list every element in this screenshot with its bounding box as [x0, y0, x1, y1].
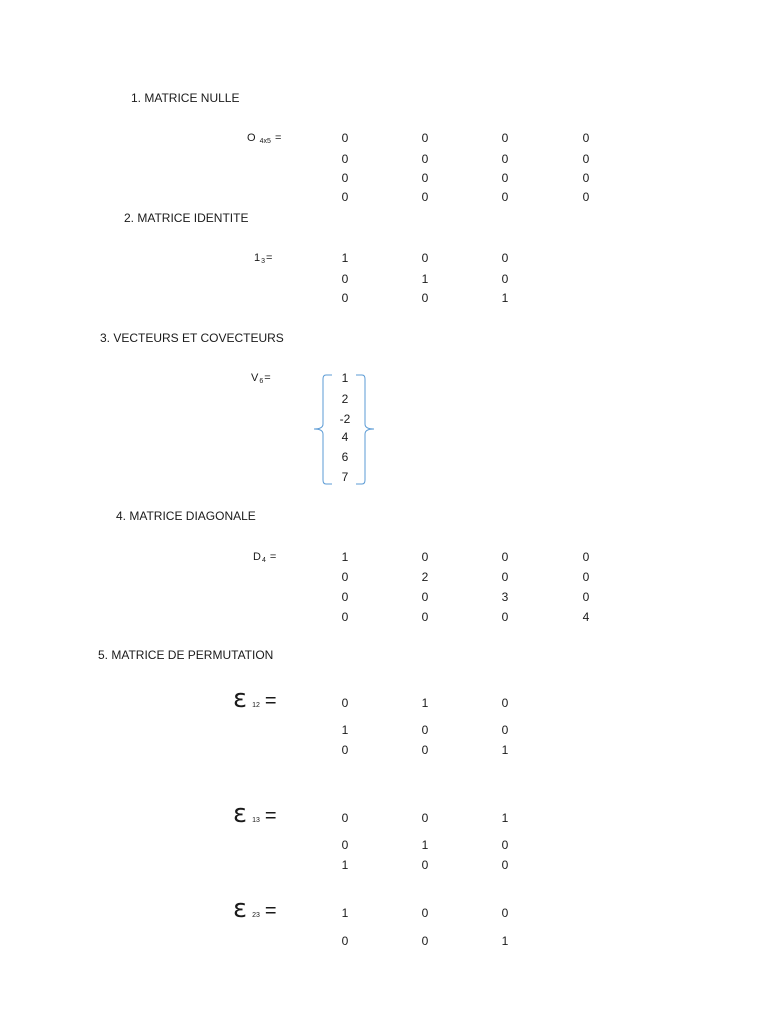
cell-nulle-r1c4: 0: [582, 131, 590, 145]
cell-diagonale-r2c1: 0: [341, 570, 349, 584]
matrix-subscript: 3: [261, 258, 266, 265]
cell-perm23-r1c1: 1: [341, 906, 349, 920]
cell-diagonale-r2c2: 2: [421, 570, 429, 584]
vector-entry-2: 2: [341, 392, 349, 406]
vector-entry-1: 1: [341, 371, 349, 385]
cell-perm23-r2c1: 0: [341, 934, 349, 948]
cell-identite-r1c1: 1: [341, 251, 349, 265]
section-heading-vecteurs: 3. VECTEURS ET COVECTEURS: [100, 331, 284, 345]
cell-nulle-r3c3: 0: [501, 171, 509, 185]
cell-diagonale-r1c1: 1: [341, 550, 349, 564]
cell-nulle-r4c2: 0: [421, 190, 429, 204]
cell-perm13-r1c2: 0: [421, 811, 429, 825]
cell-identite-r1c2: 0: [421, 251, 429, 265]
vector-entry-4: 4: [341, 430, 349, 444]
cell-perm12-r2c2: 0: [421, 723, 429, 737]
cell-diagonale-r4c1: 0: [341, 610, 349, 624]
permutation-subscript: 23: [252, 912, 260, 919]
matrix-subscript: 4: [261, 557, 266, 564]
vector-label: [251, 372, 271, 385]
cell-perm23-r1c2: 0: [421, 906, 429, 920]
cell-nulle-r2c2: 0: [421, 152, 429, 166]
cell-perm13-r3c2: 0: [421, 858, 429, 872]
right-brace: [356, 375, 374, 484]
matrix-symbol: D: [253, 551, 261, 563]
left-brace: [314, 375, 332, 484]
cell-diagonale-r1c2: 0: [421, 550, 429, 564]
permutation-label-13: [233, 799, 277, 829]
equals-sign: =: [266, 252, 273, 264]
equals-sign: =: [274, 132, 282, 144]
matrix-subscript: 4x5: [259, 138, 271, 145]
matrix-label-nulle: [247, 132, 281, 145]
permutation-subscript: 13: [252, 817, 260, 824]
cell-nulle-r1c1: 0: [341, 131, 349, 145]
section-heading-diagonale: 4. MATRICE DIAGONALE: [116, 509, 256, 523]
cell-nulle-r4c4: 0: [582, 190, 590, 204]
permutation-label-23: [233, 894, 277, 924]
cell-perm12-r1c3: 0: [501, 696, 509, 710]
cell-perm12-r2c3: 0: [501, 723, 509, 737]
vector-subscript: 6: [259, 378, 264, 385]
cell-nulle-r1c3: 0: [501, 131, 509, 145]
equals-sign: =: [269, 551, 277, 563]
cell-identite-r2c2: 1: [421, 272, 429, 286]
permutation-label-12: [233, 684, 277, 714]
cell-perm12-r1c1: 0: [341, 696, 349, 710]
cell-nulle-r4c1: 0: [341, 190, 349, 204]
section-heading-permutation: 5. MATRICE DE PERMUTATION: [98, 648, 274, 662]
cell-nulle-r1c2: 0: [421, 131, 429, 145]
cell-diagonale-r2c4: 0: [582, 570, 590, 584]
cell-diagonale-r3c1: 0: [341, 590, 349, 604]
cell-diagonale-r1c4: 0: [582, 550, 590, 564]
cell-diagonale-r3c2: 0: [421, 590, 429, 604]
section-heading-nulle: 1. MATRICE NULLE: [131, 91, 240, 105]
cell-diagonale-r3c3: 3: [501, 590, 509, 604]
cell-perm12-r3c2: 0: [421, 743, 429, 757]
cell-identite-r2c3: 0: [501, 272, 509, 286]
cell-perm12-r3c1: 0: [341, 743, 349, 757]
epsilon-symbol: ɛ: [233, 799, 248, 829]
equals-sign: =: [264, 900, 277, 922]
cell-nulle-r3c1: 0: [341, 171, 349, 185]
equals-sign: =: [264, 372, 271, 384]
matrix-label-diagonale: [253, 551, 276, 564]
cell-perm12-r1c2: 1: [421, 696, 429, 710]
cell-diagonale-r4c4: 4: [582, 610, 590, 624]
cell-nulle-r2c1: 0: [341, 152, 349, 166]
cell-diagonale-r2c3: 0: [501, 570, 509, 584]
epsilon-symbol: ɛ: [233, 894, 248, 924]
cell-perm13-r2c2: 1: [421, 838, 429, 852]
cell-perm13-r1c1: 0: [341, 811, 349, 825]
equals-sign: =: [264, 805, 277, 827]
cell-identite-r2c1: 0: [341, 272, 349, 286]
cell-nulle-r2c4: 0: [582, 152, 590, 166]
cell-diagonale-r4c2: 0: [421, 610, 429, 624]
cell-perm13-r3c1: 1: [341, 858, 349, 872]
cell-perm13-r1c3: 1: [501, 811, 509, 825]
cell-diagonale-r3c4: 0: [582, 590, 590, 604]
cell-perm13-r3c3: 0: [501, 858, 509, 872]
equals-sign: =: [264, 690, 277, 712]
cell-perm23-r1c3: 0: [501, 906, 509, 920]
cell-nulle-r3c2: 0: [421, 171, 429, 185]
vector-entry-5: 6: [341, 450, 349, 464]
cell-nulle-r4c3: 0: [501, 190, 509, 204]
cell-identite-r3c1: 0: [341, 291, 349, 305]
matrix-symbol: O: [247, 132, 256, 144]
cell-diagonale-r4c3: 0: [501, 610, 509, 624]
cell-identite-r1c3: 0: [501, 251, 509, 265]
vector-entry-3: -2: [339, 412, 351, 426]
cell-diagonale-r1c3: 0: [501, 550, 509, 564]
permutation-subscript: 12: [252, 702, 260, 709]
matrix-symbol: 1: [254, 252, 261, 264]
matrix-label-identite: [254, 252, 272, 265]
vector-symbol: V: [251, 372, 259, 384]
vector-entry-6: 7: [341, 470, 349, 484]
cell-perm12-r2c1: 1: [341, 723, 349, 737]
epsilon-symbol: ɛ: [233, 684, 248, 714]
cell-perm23-r2c2: 0: [421, 934, 429, 948]
section-heading-identite: 2. MATRICE IDENTITE: [124, 211, 249, 225]
cell-perm13-r2c1: 0: [341, 838, 349, 852]
cell-perm12-r3c3: 1: [501, 743, 509, 757]
cell-nulle-r3c4: 0: [582, 171, 590, 185]
cell-perm23-r2c3: 1: [501, 934, 509, 948]
cell-identite-r3c2: 0: [421, 291, 429, 305]
cell-perm13-r2c3: 0: [501, 838, 509, 852]
cell-identite-r3c3: 1: [501, 291, 509, 305]
cell-nulle-r2c3: 0: [501, 152, 509, 166]
